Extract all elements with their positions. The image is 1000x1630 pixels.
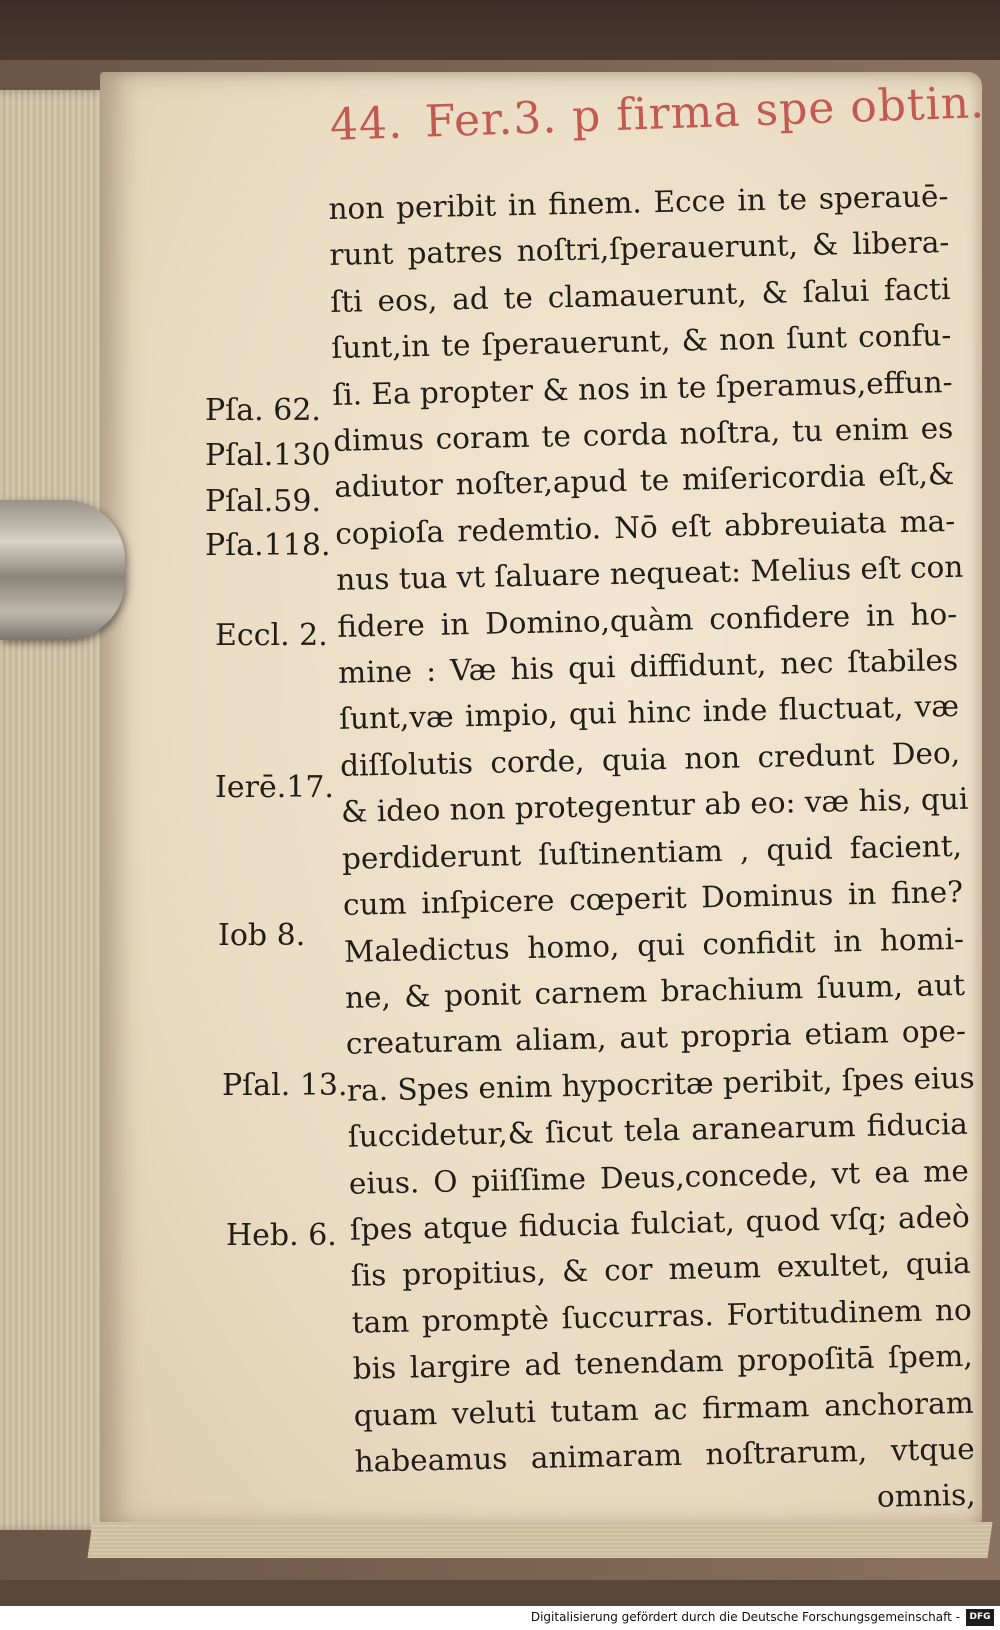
text-line: tam promptè ſuccurras. Fortitudinem no: [351, 1292, 973, 1340]
page-number: 44.: [329, 97, 404, 151]
margin-reference: Pſal.59.: [205, 484, 322, 519]
text-line: non peribit in finem. Ecce in te sperauē-: [328, 179, 949, 226]
text-line: diſſolutis corde, quia non credunt Deo,: [339, 735, 961, 783]
text-line: copioſa redemtio. Nō eſt abbreuiata ma-: [334, 503, 956, 551]
text-line: ne, & ponit carnem brachium ſuum, aut: [344, 967, 966, 1015]
margin-reference: Pſa.118.: [205, 528, 331, 563]
margin-reference: Heb. 6.: [226, 1218, 337, 1253]
text-line: habeamus animaram noſtrarum, vtque: [354, 1431, 975, 1479]
margin-reference: Pſa. 62.: [205, 393, 321, 428]
text-line: dimus coram te corda noſtra, tu enim es: [332, 410, 954, 458]
text-line: eius. O piiſſime Deus,concede, vt ea me: [348, 1153, 970, 1201]
text-line: runt patres noſtri,ſperauerunt, & libera-: [329, 225, 950, 273]
text-line-catchword: omnis,: [876, 1478, 976, 1515]
dfg-logo: DFG: [966, 1609, 994, 1626]
margin-reference: Iob 8.: [218, 918, 306, 953]
text-line: quam veluti tutam ac firmam anchoram: [353, 1385, 974, 1433]
text-line: ra. Spes enim hypocritæ peribit, ſpes eius: [346, 1060, 975, 1108]
text-line: & ideo non protegentur ab eo: væ his, qui: [340, 782, 969, 830]
text-line: ſti eos, ad te clamauerunt, & ſalui facti: [330, 271, 951, 319]
running-title: Fer.3. p firma spe obtin.: [424, 77, 986, 148]
text-line: mine : Væ his qui diffidunt, nec ſtabiles: [337, 642, 959, 690]
text-line: Maledictus homo, qui confidit in homi-: [343, 921, 965, 969]
margin-reference: Pſal.130: [205, 438, 331, 473]
body-text: [328, 173, 976, 1531]
text-line: fidere in Domino,quàm confidere in ho-: [336, 596, 958, 644]
footer-credit: Digitalisierung gefördert durch die Deutsche Forschungsgemeinschaft -: [530, 1610, 960, 1624]
text-line: ſi. Ea propter & nos in te ſperamus,effun-: [332, 364, 953, 412]
text-line: ſunt,væ impio, qui hinc inde fluctuat, væ: [338, 689, 960, 737]
margin-reference: Pſal. 13.: [222, 1068, 348, 1103]
text-line: nus tua vt ſaluare nequeat: Melius eſt con: [335, 550, 964, 598]
text-line: adiutor noſter,apud te miſericordia eſt,&: [333, 457, 955, 505]
text-line: ſunt,in te ſperauerunt, & non ſunt confu-: [331, 318, 952, 366]
margin-reference: Ierē.17.: [215, 770, 334, 805]
margin-reference: Eccl. 2.: [215, 618, 328, 653]
digitization-footer: [0, 1606, 1000, 1630]
text-line: ſuccidetur,& ſicut tela aranearum fiducia: [347, 1106, 969, 1154]
text-line: perdiderunt ſuſtinentiam , quid facient,: [341, 828, 963, 876]
text-line: creaturam aliam, aut propria etiam ope-: [345, 1014, 967, 1062]
text-line: bis largire ad tenendam propoſitā ſpem,: [352, 1338, 973, 1386]
text-line: ſpes atque fiducia fulciat, quod vſq; adeò: [349, 1199, 971, 1247]
book-clasp: [0, 500, 125, 640]
text-line: ſis propitius, & cor meum exultet, quia: [350, 1246, 972, 1294]
text-line: cum inſpicere cœperit Dominus in fine?: [342, 874, 964, 922]
